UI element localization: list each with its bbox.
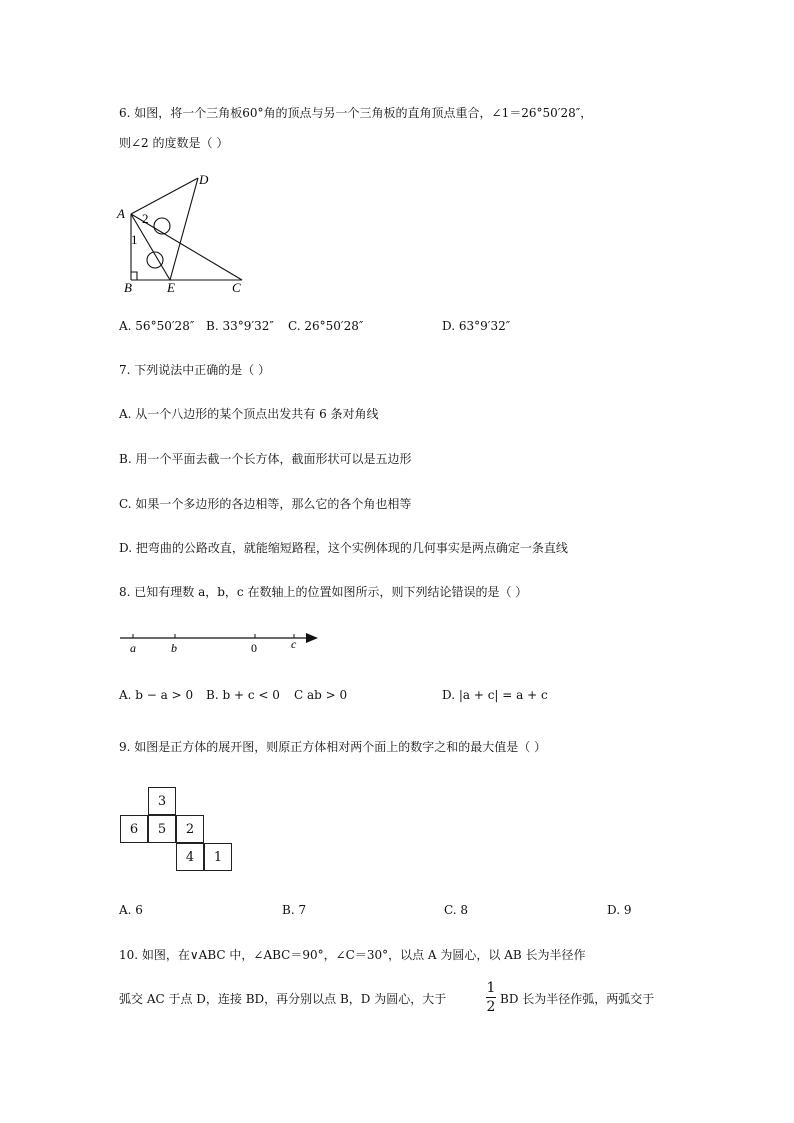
angle-label-2: 2 [142, 211, 149, 226]
fraction-denominator: 2 [486, 999, 496, 1015]
axis-arrow-icon [306, 633, 318, 643]
axis-label-a: a [130, 641, 136, 655]
q10-stem-line2b: BD 长为半径作弧，两弧交于 [500, 992, 655, 1006]
q8-option-d[interactable]: D. |a + c| = a + c [442, 688, 548, 702]
q7-option-a[interactable]: A. 从一个八边形的某个顶点出发共有 6 条对角线 [119, 407, 379, 421]
q9-option-c[interactable]: C. 8 [444, 903, 469, 917]
label-a: A [117, 206, 125, 221]
triangle-hole-top [154, 218, 170, 234]
cube-face-2: 2 [176, 815, 204, 843]
fraction-numerator: 1 [486, 980, 496, 996]
q10-fraction [484, 980, 498, 1015]
q10-stem-line1: 10. 如图，在∨ABC 中，∠ABC＝90°，∠C＝30°，以点 A 为圆心，以 AB 长为半径作 [119, 948, 586, 962]
label-c: C [232, 280, 241, 295]
q8-option-b[interactable]: B. b + c < 0 [206, 688, 280, 702]
q7-option-c[interactable]: C. 如果一个多边形的各边相等，那么它的各个角也相等 [119, 497, 412, 511]
cube-face-3: 3 [148, 787, 176, 815]
q8-option-a[interactable]: A. b − a > 0 [119, 688, 194, 702]
label-d: D [199, 172, 209, 187]
label-b: B [124, 280, 132, 295]
axis-label-zero: 0 [251, 641, 257, 655]
cube-face-6: 6 [120, 815, 148, 843]
q6-option-b[interactable]: B. 33°9′32″ [206, 319, 274, 333]
q9-stem: 9. 如图是正方体的展开图，则原正方体相对两个面上的数字之和的最大值是（ ） [119, 740, 547, 754]
cube-face-5: 5 [148, 815, 176, 843]
segment-de [170, 178, 198, 280]
q7-option-b[interactable]: B. 用一个平面去截一个长方体，截面形状可以是五边形 [119, 452, 412, 466]
q6-stem-line2: 则∠2 的度数是（ ） [119, 136, 229, 150]
q9-option-b[interactable]: B. 7 [282, 903, 307, 917]
q6-triangle-figure [114, 168, 254, 296]
q8-number-line [118, 626, 324, 656]
q8-option-c[interactable]: C ab > 0 [294, 688, 348, 702]
fraction-bar [486, 997, 496, 998]
q6-option-c[interactable]: C. 26°50′28″ [288, 319, 364, 333]
q9-option-a[interactable]: A. 6 [119, 903, 143, 917]
segment-ad [131, 178, 198, 214]
q8-stem: 8. 已知有理数 a，b，c 在数轴上的位置如图所示，则下列结论错误的是（ ） [119, 585, 528, 599]
q7-option-d[interactable]: D. 把弯曲的公路改直，就能缩短路程，这个实例体现的几何事实是两点确定一条直线 [119, 541, 568, 555]
cube-face-1: 1 [204, 843, 232, 871]
axis-label-b: b [171, 641, 177, 655]
cube-face-4: 4 [176, 843, 204, 871]
label-e: E [167, 280, 175, 295]
cube-net [120, 787, 236, 871]
segment-ae [131, 214, 170, 280]
axis-label-c: c [291, 637, 297, 651]
right-angle-mark [131, 272, 137, 280]
q9-option-d[interactable]: D. 9 [607, 903, 632, 917]
q7-stem: 7. 下列说法中正确的是（ ） [119, 363, 271, 377]
angle-label-1: 1 [131, 232, 138, 247]
q6-stem-line1: 6. 如图，将一个三角板60°角的顶点与另一个三角板的直角顶点重合，∠1＝26°50′28″， [119, 106, 593, 120]
q6-option-d[interactable]: D. 63°9′32″ [442, 319, 511, 333]
q10-stem-line2a: 弧交 AC 于点 D，连接 BD，再分别以点 B，D 为圆心，大于 [119, 992, 447, 1006]
q6-option-a[interactable]: A. 56°50′28″ [119, 319, 195, 333]
